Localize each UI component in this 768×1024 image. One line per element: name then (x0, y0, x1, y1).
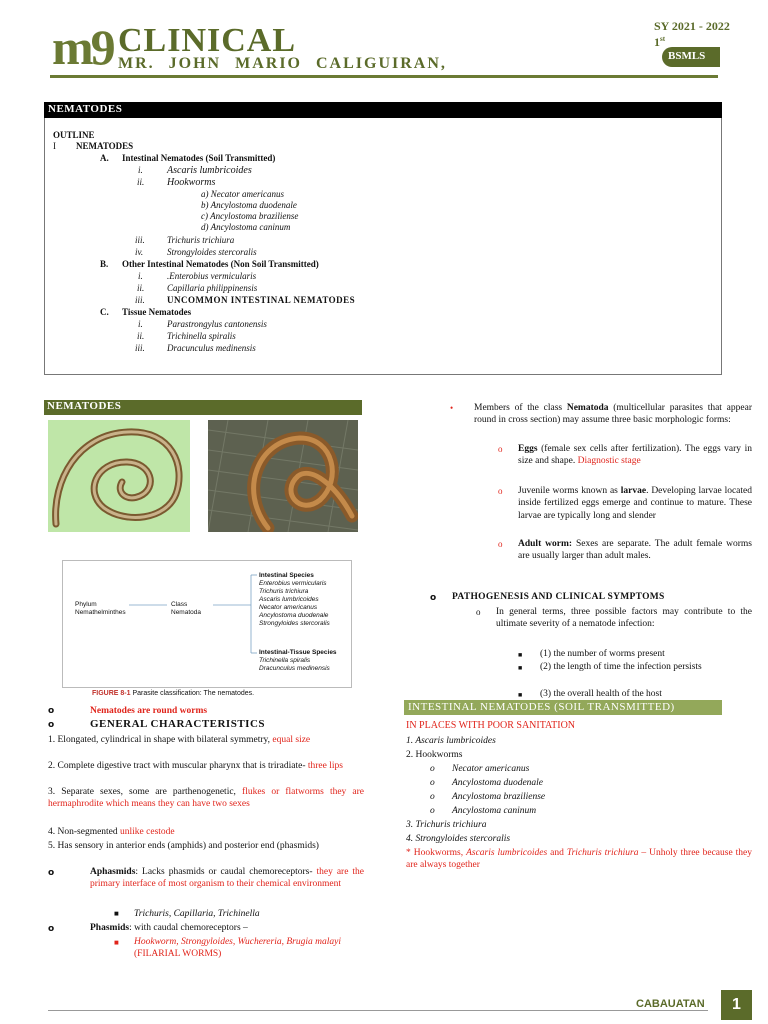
outline-c-ii-label: ii. (137, 331, 145, 341)
hookworm-2: Ancylostoma braziliense (452, 792, 546, 802)
outline-c-i: Parastrongylus cantonensis (167, 319, 267, 329)
outline-a-iii: Trichuris trichiura (167, 235, 235, 245)
list-1: 1. Ascaris lumbricoides (406, 736, 496, 746)
bullet-o: o (430, 764, 435, 774)
fig-intestinal-head: Intestinal Species (259, 572, 314, 579)
outline-b-ii: Capillaria philippinensis (167, 283, 258, 293)
bullet-square: ■ (518, 664, 523, 672)
hookworm-0: Necator americanus (452, 764, 530, 774)
page-number: 1 (721, 990, 752, 1020)
aphasmids-examples: Trichuris, Capillaria, Trichinella (134, 909, 260, 919)
phasmids: Phasmids: with caudal chemoreceptors – (90, 923, 248, 933)
bullet-red: • (450, 403, 454, 413)
char-1: 1. Elongated, cylindrical in shape with bilateral symmetry, equal size (48, 735, 311, 745)
outline-b-i: .Enterobius vermicularis (167, 271, 257, 281)
unholy-three-note: * Hookworms, Ascaris lumbricoides and Trichuris trichiura – Unholy three because they are always together (406, 848, 753, 870)
fig-intestinal-1: Trichuris trichiura (259, 588, 309, 595)
aphasmids: Aphasmids: Lacks phasmids or caudal chemoreceptors- they are the primary interface of most organism to their chemical environment (90, 867, 364, 889)
list-4: 4. Strongyloides stercoralis (406, 834, 511, 844)
bullet-square: ■ (114, 938, 119, 947)
outline-a-iv: Strongyloides stercoralis (167, 247, 257, 257)
outline-roman: I (53, 141, 56, 151)
list-2: 2. Hookworms (406, 750, 463, 760)
factor-2: (2) the length of time the infection persists (540, 662, 702, 672)
semester: 1 (654, 35, 660, 49)
outline-b-ii-label: ii. (137, 283, 145, 293)
outline-a-i-label: i. (138, 165, 143, 175)
outline-b-label: B. (100, 259, 109, 269)
poor-sanitation: IN PLACES WITH POOR SANITATION (406, 720, 576, 731)
bullet-o: o (430, 806, 435, 816)
outline-hw-b: b) Ancylostoma duodenale (201, 200, 297, 210)
outline-b-i-label: i. (138, 271, 143, 281)
outline-a: Intestinal Nematodes (Soil Transmitted) (122, 153, 276, 163)
fig-class: Class (171, 601, 188, 608)
outline-c-iii-label: iii. (135, 343, 145, 353)
outline-a-iv-label: iv. (135, 247, 144, 257)
outline-a-label: A. (100, 153, 109, 163)
char-4: 4. Non-segmented unlike cestode (48, 827, 175, 837)
general-characteristics-heading: GENERAL CHARACTERISTICS (90, 718, 266, 730)
fig-phylum-val: Nemathelminthes (75, 609, 126, 616)
fig-intestinal-0: Enterobius vermicularis (259, 580, 327, 587)
classification-figure (62, 560, 352, 688)
outline-a-ii: Hookworms (167, 177, 216, 188)
outline-c-iii: Dracunculus medinensis (167, 343, 256, 353)
bullet-o: o (430, 792, 435, 802)
fig-tissue-0: Trichinella spiralis (259, 657, 311, 664)
fig-phylum: Phylum (75, 601, 97, 608)
bullet-o: o (48, 924, 55, 934)
outline-hw-d: d) Ancylostoma caninum (201, 222, 291, 232)
outline-hw-c: c) Ancylostoma braziliense (201, 211, 299, 221)
round-worms-note: Nematodes are round worms (90, 706, 208, 716)
header-rule (50, 75, 718, 78)
bullet-square: ■ (518, 691, 523, 699)
char-5: 5. Has sensory in anterior ends (amphids) and posterior end (phasmids) (48, 841, 319, 851)
outline-a-ii-label: ii. (137, 177, 145, 187)
hookworm-1: Ancylostoma duodenale (452, 778, 544, 788)
roundworm-photo (48, 420, 190, 532)
hookworm-3: Ancylostoma caninum (452, 806, 537, 816)
factor-3: (3) the overall health of the host (540, 689, 662, 699)
form-adult: Adult worm: Sexes are separate. The adult female worms are usually larger than adult males. (518, 539, 752, 562)
figure-caption: FIGURE 8-1 Parasite classification: The nematodes. (92, 690, 255, 697)
school-year: SY 2021 - 2022 1st (654, 19, 730, 49)
bullet-o: o (430, 778, 435, 788)
fig-intestinal-2: Ascaris lumbricoides (259, 596, 319, 603)
bullet-square: ■ (114, 909, 119, 918)
page-title: CLINICAL (118, 22, 297, 59)
outline-a-i: Ascaris lumbricoides (167, 165, 252, 176)
footer-rule (48, 1010, 708, 1011)
nematodes-section-bar: NEMATODES (44, 400, 362, 415)
outline-heading: OUTLINE (53, 130, 95, 140)
brand-logo: m9 (52, 19, 113, 75)
fig-tissue-1: Dracunculus medinensis (259, 665, 330, 672)
worm-sem-photo (208, 420, 358, 532)
footer-author: CABAUATAN (636, 998, 705, 1010)
outline-top: NEMATODES (76, 141, 134, 151)
form-eggs: Eggs (female sex cells after fertilization). The eggs vary in size and shape. Diagnostic stage (518, 444, 752, 467)
fig-intestinal-5: Strongyloides stercoralis (259, 620, 330, 627)
char-2: 2. Complete digestive tract with muscular pharynx that is triradiate- three lips (48, 761, 343, 771)
bullet-o: o (48, 706, 55, 716)
instructor-name: MR. JOHN MARIO CALIGUIRAN, (118, 55, 447, 72)
outline-b-iii-label: iii. (135, 295, 145, 305)
bullet-o-thin: o (476, 607, 481, 617)
fig-class-val: Nematoda (171, 609, 201, 616)
outline-box (44, 118, 722, 375)
outline-hw-a: a) Necator americanus (201, 189, 284, 199)
bullet-o-red: o (498, 539, 503, 549)
pathogenesis-text: In general terms, three possible factors may contribute to the ultimate severity of a nematode infection: (496, 607, 752, 630)
intestinal-nematodes-bar: INTESTINAL NEMATODES (SOIL TRANSMITTED) (404, 700, 722, 715)
bullet-o: o (430, 593, 437, 603)
outline-c-i-label: i. (138, 319, 143, 329)
outline-section-bar: NEMATODES (44, 102, 722, 118)
outline-c: Tissue Nematodes (122, 307, 192, 317)
bullet-o-red: o (498, 444, 503, 454)
fig-intestinal-3: Necator americanus (259, 604, 318, 611)
form-larvae: Juvenile worms known as larvae. Developing larvae located inside fertilized eggs emerge and continue to mature. These larvae are typically long and slender (518, 486, 752, 521)
list-3: 3. Trichuris trichiura (406, 820, 487, 830)
bullet-o: o (48, 720, 55, 730)
outline-c-label: C. (100, 307, 109, 317)
outline-b-iii: UNCOMMON INTESTINAL NEMATODES (167, 295, 356, 305)
fig-tissue-head: Intestinal-Tissue Species (259, 649, 337, 656)
outline-a-iii-label: iii. (135, 235, 145, 245)
outline-b: Other Intestinal Nematodes (Non Soil Transmitted) (122, 259, 319, 269)
char-3: 3. Separate sexes, some are parthenogenetic, flukes or flatworms they are hermaphrodite which means they can have two sexes (48, 787, 364, 809)
semester-sup: st (660, 35, 666, 43)
phasmids-examples: Hookworm, Strongyloides, Wuchereria, Brugia malayi (FILARIAL WORMS) (134, 937, 341, 959)
bullet-square: ■ (518, 651, 523, 659)
program-badge: BSMLS (662, 47, 720, 67)
intro-paragraph: Members of the class Nematoda (multicellular parasites that appear round in cross section) may assume three basic morphologic forms: (474, 403, 752, 426)
outline-c-ii: Trichinella spiralis (167, 331, 236, 341)
bullet-o: o (48, 868, 55, 878)
bullet-o-red: o (498, 486, 503, 496)
fig-intestinal-4: Ancylostoma duodenale (259, 612, 329, 619)
pathogenesis-heading: PATHOGENESIS AND CLINICAL SYMPTOMS (452, 592, 665, 602)
factor-1: (1) the number of worms present (540, 649, 665, 659)
